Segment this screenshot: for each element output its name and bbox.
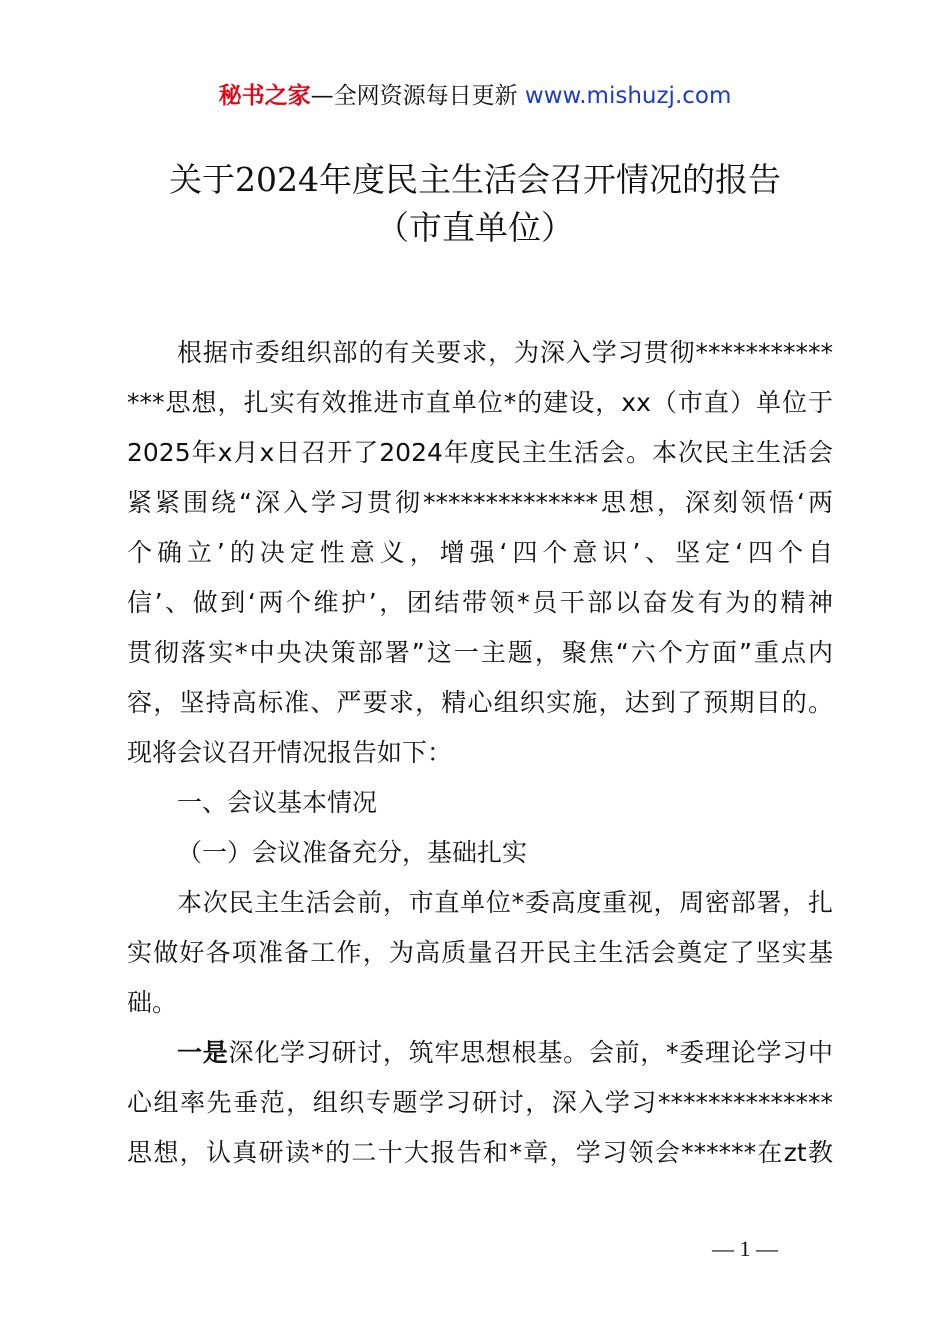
subsection-heading: （一）会议准备充分，基础扎实 — [177, 838, 528, 867]
text-line: 心组率先垂范，组织专题学习研讨，深入学习************** — [127, 1088, 833, 1117]
text-line: 本次民主生活会前，市直单位*委高度重视，周密部署，扎 — [177, 888, 833, 917]
text-line: 容，坚持高标准、严要求，精心组织实施，达到了预期目的。 — [127, 688, 833, 717]
text-line: 实做好各项准备工作，为高质量召开民主生活会奠定了坚实基 — [127, 938, 833, 967]
line-rest: 深化学习研讨，筑牢思想根基。会前，*委理论学习中 — [228, 1038, 833, 1067]
page-number: — 1 — — [712, 1236, 778, 1261]
text-line — [127, 1028, 833, 1078]
section-heading: 一、会议基本情况 — [177, 788, 378, 817]
site-tagline: —全网资源每日更新 — [310, 83, 525, 109]
text-line: 贯彻落实*中央决策部署”这一主题，聚焦“六个方面”重点内 — [127, 638, 833, 667]
text-line: 础。 — [127, 988, 178, 1017]
paragraph-study — [127, 1028, 833, 1178]
site-header — [0, 80, 950, 112]
text-line: 紧紧围绕“深入学习贯彻**************思想，深刻领悟‘两 — [127, 488, 833, 517]
paragraph-intro — [127, 328, 833, 778]
site-url-link[interactable]: www.mishuzj.com — [524, 83, 732, 109]
site-brand: 秘书之家 — [218, 83, 311, 109]
paragraph-preparation — [127, 878, 833, 1028]
text-line: 现将会议召开情况报告如下： — [127, 738, 453, 767]
document-body — [127, 328, 833, 1178]
document-title: 关于2024年度民主生活会召开情况的报告 — [169, 160, 781, 199]
text-line: 2025年x月x日召开了2024年度民主生活会。本次民主生活会 — [127, 438, 833, 467]
lead-phrase: 一是 — [177, 1038, 229, 1067]
document-subtitle: （市直单位） — [376, 208, 574, 247]
text-line: ***思想，扎实有效推进市直单位*的建设，xx（市直）单位于 — [127, 388, 833, 417]
text-line: 信’、做到‘两个维护’，团结带领*员干部以奋发有为的精神 — [127, 588, 833, 617]
text-line: 个确立’的决定性意义，增强‘四个意识’、坚定‘四个自 — [127, 538, 833, 567]
text-line: 根据市委组织部的有关要求，为深入学习贯彻*********** — [177, 338, 833, 367]
text-line: 思想，认真研读*的二十大报告和*章，学习领会******在zt教 — [127, 1138, 833, 1167]
